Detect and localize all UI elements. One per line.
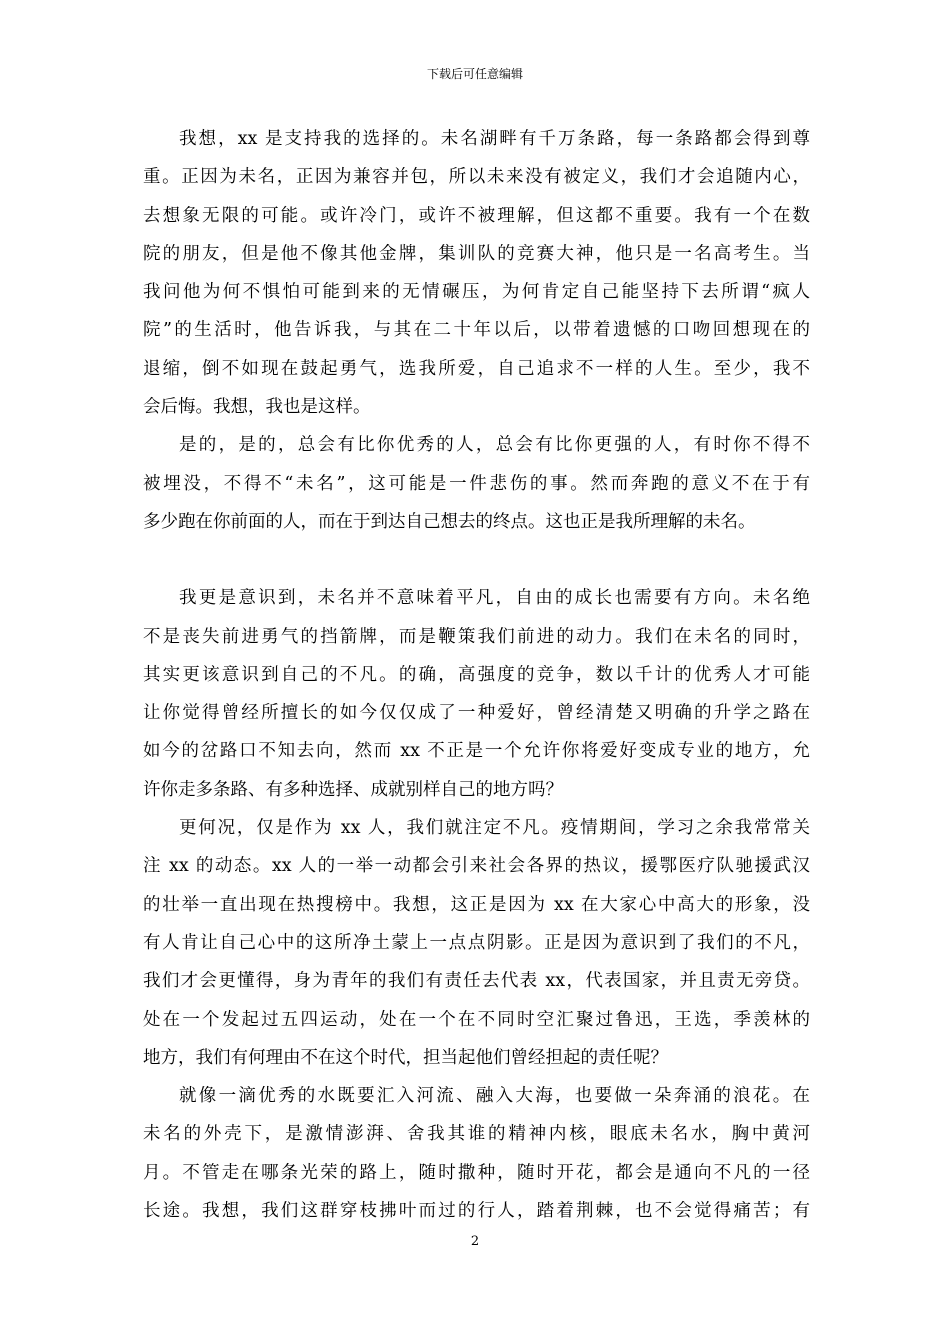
- text-line: 有人肯让自己心中的这所净土蒙上一点点阴影。正是因为意识到了我们的不凡，: [143, 932, 810, 953]
- document-body: [143, 120, 810, 1230]
- text-line: 院的朋友，但是他不像其他金牌，集训队的竞赛大神，他只是一名高考生。当: [143, 243, 810, 264]
- text-line: 我们才会更懂得，身为青年的我们有责任去代表 xx，代表国家，并且责无旁贷。: [143, 971, 810, 992]
- text-line: 被埋没，不得不“未名”，这可能是一件悲伤的事。然而奔跑的意义不在于有: [143, 473, 810, 494]
- text-line: 处在一个发起过五四运动，处在一个在不同时空汇聚过鲁迅，王选，季羡林的: [143, 1009, 810, 1030]
- text-line: 注 xx 的动态。xx 人的一举一动都会引来社会各界的热议，援鄂医疗队驰援武汉: [143, 856, 810, 877]
- text-line: 如今的岔路口不知去向，然而 xx 不正是一个允许你将爱好变成专业的地方，允: [143, 741, 810, 762]
- text-line: 去想象无限的可能。或许冷门，或许不被理解，但这都不重要。我有一个在数: [143, 205, 810, 226]
- text-line: 多少跑在你前面的人，而在于到达自己想去的终点。这也正是我所理解的未名。: [143, 511, 756, 532]
- text-line: 更何况，仅是作为 xx 人，我们就注定不凡。疫情期间，学习之余我常常关: [179, 818, 810, 839]
- text-line: 退缩，倒不如现在鼓起勇气，选我所爱，自己追求不一样的人生。至少，我不: [143, 358, 810, 379]
- text-line: 就像一滴优秀的水既要汇入河流、融入大海，也要做一朵奔涌的浪花。在: [179, 1086, 810, 1107]
- text-line: 许你走多条路、有多种选择、成就别样自己的地方吗？: [143, 779, 563, 800]
- text-line: 院”的生活时，他告诉我，与其在二十年以后，以带着遗憾的口吻回想现在的: [143, 320, 810, 341]
- text-line: 未名的外壳下，是激情澎湃、舍我其谁的精神内核，眼底未名水，胸中黄河: [143, 1124, 810, 1145]
- text-line: 我更是意识到，未名并不意味着平凡，自由的成长也需要有方向。未名绝: [179, 588, 810, 609]
- page-number: 2: [470, 1234, 480, 1249]
- paragraph: [143, 120, 810, 426]
- paragraph: [143, 809, 810, 1077]
- text-line: 是的，是的，总会有比你优秀的人，总会有比你更强的人，有时你不得不: [179, 435, 810, 456]
- paragraph: [143, 1077, 810, 1230]
- text-line: 不是丧失前进勇气的挡箭牌，而是鞭策我们前进的动力。我们在未名的同时，: [143, 626, 810, 647]
- page-header: 下载后可任意编辑: [426, 67, 523, 81]
- text-line: 地方，我们有何理由不在这个时代，担当起他们曾经担起的责任呢？: [143, 1047, 668, 1068]
- paragraph: [143, 579, 810, 809]
- text-line: 我想，xx 是支持我的选择的。未名湖畔有千万条路，每一条路都会得到尊: [179, 129, 810, 149]
- paragraph: [143, 426, 810, 541]
- text-line: 的壮举一直出现在热搜榜中。我想，这正是因为 xx 在大家心中高大的形象，没: [143, 894, 810, 915]
- text-line: 重。正因为未名，正因为兼容并包，所以未来没有被定义，我们才会追随内心，: [143, 167, 810, 188]
- text-line: 让你觉得曾经所擅长的如今仅仅成了一种爱好，曾经清楚又明确的升学之路在: [143, 703, 810, 724]
- text-line: 我问他为何不惧怕可能到来的无情碾压，为何肯定自己能坚持下去所谓“疯人: [143, 282, 810, 303]
- text-line: 其实更该意识到自己的不凡。的确，高强度的竞争，数以千计的优秀人才可能: [143, 664, 810, 685]
- text-line: 月。不管走在哪条光荣的路上，随时撒种，随时开花，都会是通向不凡的一径: [143, 1162, 810, 1183]
- text-line: 会后悔。我想，我也是这样。: [143, 397, 371, 418]
- paragraph-gap: [143, 541, 810, 579]
- text-line: 长途。我想，我们这群穿枝拂叶而过的行人，踏着荆棘，也不会觉得痛苦；有: [143, 1201, 810, 1222]
